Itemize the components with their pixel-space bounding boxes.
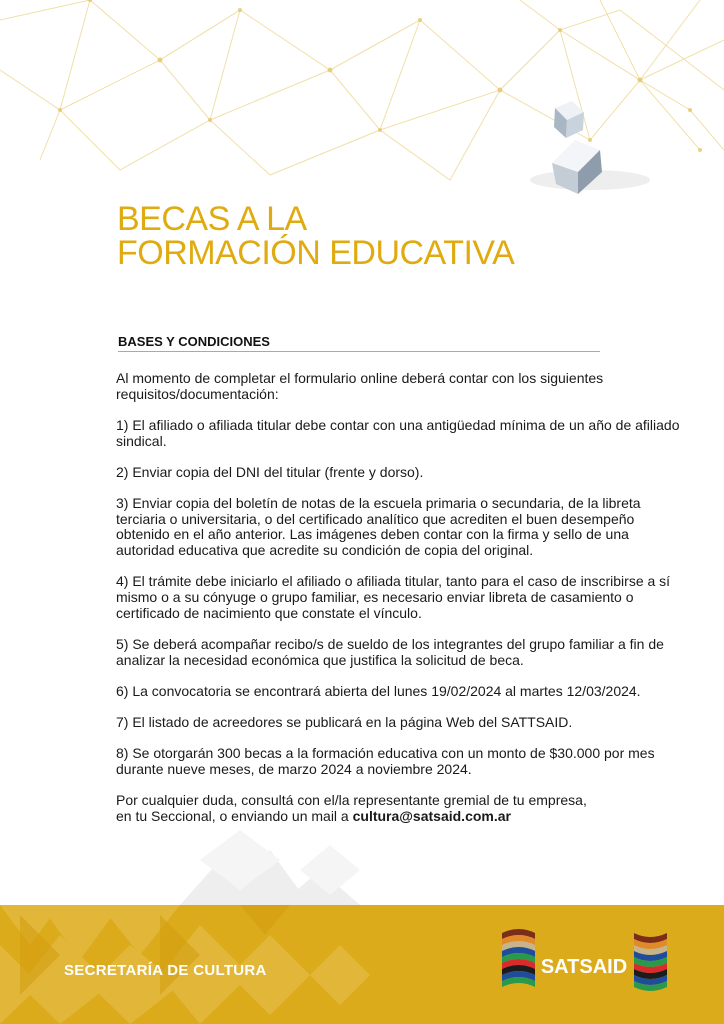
condition-item-5: 5) Se deberá acompañar recibo/s de sueldo de los integrantes del grupo familiar a fin de analizar la necesidad económica que justifica la solicitud de beca. <box>116 635 664 668</box>
network-decoration <box>0 0 724 200</box>
page-title <box>117 202 514 270</box>
contact-email-link[interactable]: cultura@satsaid.com.ar <box>352 807 511 824</box>
intro-paragraph: Al momento de completar el formulario online deberá contar con los siguientes requisitos/documentación: <box>116 370 604 402</box>
closing-line-1: Por cualquier duda, consultá con el/la representante gremial de tu empresa, <box>116 792 587 809</box>
satsaid-logo <box>497 925 672 1005</box>
condition-item-4: 4) El trámite debe iniciarlo el afiliado o afiliada titular, tanto para el caso de inscribirse a sí mismo o a su cónyuge o grupo familiar, es necesario enviar libreta de casamiento o certificado de nacimiento que constate el vínculo. <box>116 573 671 621</box>
title-line-1: BECAS A LA <box>117 200 307 238</box>
condition-item-6: 6) La convocatoria se encontrará abierta del lunes 19/02/2024 al martes 12/03/2024. <box>116 682 641 699</box>
condition-item-7: 7) El listado de acreedores se publicará en la página Web del SATTSAID. <box>116 714 573 731</box>
section-heading: BASES Y CONDICIONES <box>118 334 600 352</box>
condition-item-8: 8) Se otorgarán 300 becas a la formación educativa con un monto de $30.000 por mes durante nueve meses, de marzo 2024 a noviembre 2024. <box>116 745 655 777</box>
closing-line-2: en tu Seccional, o enviando un mail a <box>116 807 353 824</box>
footer-label: SECRETARÍA DE CULTURA <box>64 962 267 979</box>
title-line-2: FORMACIÓN EDUCATIVA <box>117 234 515 272</box>
condition-item-3: 3) Enviar copia del boletín de notas de la escuela primaria o secundaria, de la libreta terciaria o universitaria, o del certificado analítico que acrediten el buen desempeño obtenido en el año anterior. Las imágenes deben contar con la firma y sello de una autoridad educativa que acredite su condición de copia del original. <box>116 495 641 559</box>
logo-text: SATSAID <box>540 956 628 978</box>
condition-item-2: 2) Enviar copia del DNI del titular (frente y dorso). <box>116 463 424 480</box>
condition-item-1: 1) El afiliado o afiliada titular debe contar con una antigüedad mínima de un año de afiliado sindical. <box>116 416 680 449</box>
conditions-body <box>116 371 690 840</box>
